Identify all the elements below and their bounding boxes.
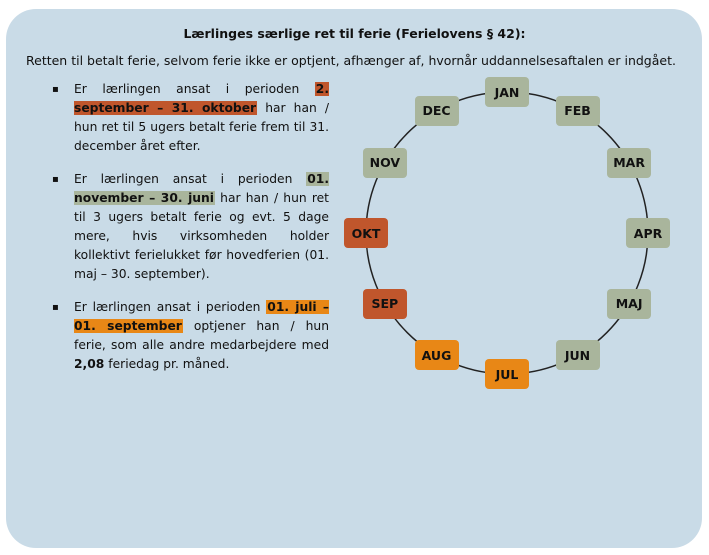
- month-aug: [415, 340, 459, 370]
- month-maj: [607, 289, 651, 319]
- month-label: OKT: [351, 225, 381, 241]
- bullet-1-period-highlight: 2. september – 31. oktober: [74, 82, 329, 115]
- month-dec: [415, 96, 459, 126]
- month-label: NOV: [369, 155, 401, 170]
- month-mar: [607, 148, 651, 178]
- page-title: Lærlinges særlige ret til ferie (Ferielovens § 42):: [183, 26, 526, 41]
- bullet-3-text-before: Er lærlingen ansat i perioden: [74, 300, 267, 314]
- year-circle: [366, 92, 648, 374]
- month-label: MAR: [613, 155, 645, 170]
- bullet-1-text-before: Er lærlingen ansat i perioden: [74, 82, 315, 96]
- month-label: APR: [633, 225, 663, 241]
- month-label: JAN: [494, 84, 520, 100]
- bullet-2-text-after: har han / hun ret til 3 ugers betalt ferie og evt. 5 dage mere, hvis virksomheden holder kollektivt ferielukket før hovedferien (01. maj – 30. september).: [74, 191, 329, 281]
- bullet-3-text-after-rate: feriedag pr. måned.: [104, 357, 230, 371]
- month-label: JUL: [495, 366, 519, 382]
- month-okt: [344, 218, 388, 248]
- bullet-3-rate-value: 2,08: [74, 357, 105, 371]
- month-feb: [556, 96, 600, 126]
- bullet-icon: ▪: [52, 84, 59, 95]
- month-label: AUG: [421, 347, 452, 363]
- month-jan: [485, 77, 529, 107]
- intro-text: Retten til betalt ferie, selvom ferie ikke er optjent, afhænger af, hvornår uddannelsesaftalen er indgået.: [26, 53, 676, 68]
- month-nov: [363, 148, 407, 178]
- bullet-3-period-highlight: 01. juli – 01. september: [74, 300, 329, 333]
- bullet-3-text-after: optjener han / hun ferie, som alle andre medarbejdere med: [74, 319, 329, 352]
- month-apr: [626, 218, 670, 248]
- month-label: FEB: [564, 103, 591, 119]
- month-label: MAJ: [615, 296, 643, 311]
- month-jun: [556, 340, 600, 370]
- bullet-1-text-after: har han / hun ret til 5 ugers betalt ferie frem til 31. december året efter.: [74, 101, 329, 153]
- bullet-icon: ▪: [52, 302, 59, 313]
- bullet-2-period-highlight: 01. november – 30. juni: [74, 172, 329, 205]
- month-sep: [363, 289, 407, 319]
- month-label: DEC: [422, 103, 451, 119]
- month-label: JUN: [564, 347, 591, 363]
- bullet-icon: ▪: [52, 174, 59, 185]
- month-label: SEP: [371, 296, 399, 311]
- month-jul: [485, 359, 529, 389]
- bullet-2-text-before: Er lærlingen ansat i perioden: [74, 172, 307, 186]
